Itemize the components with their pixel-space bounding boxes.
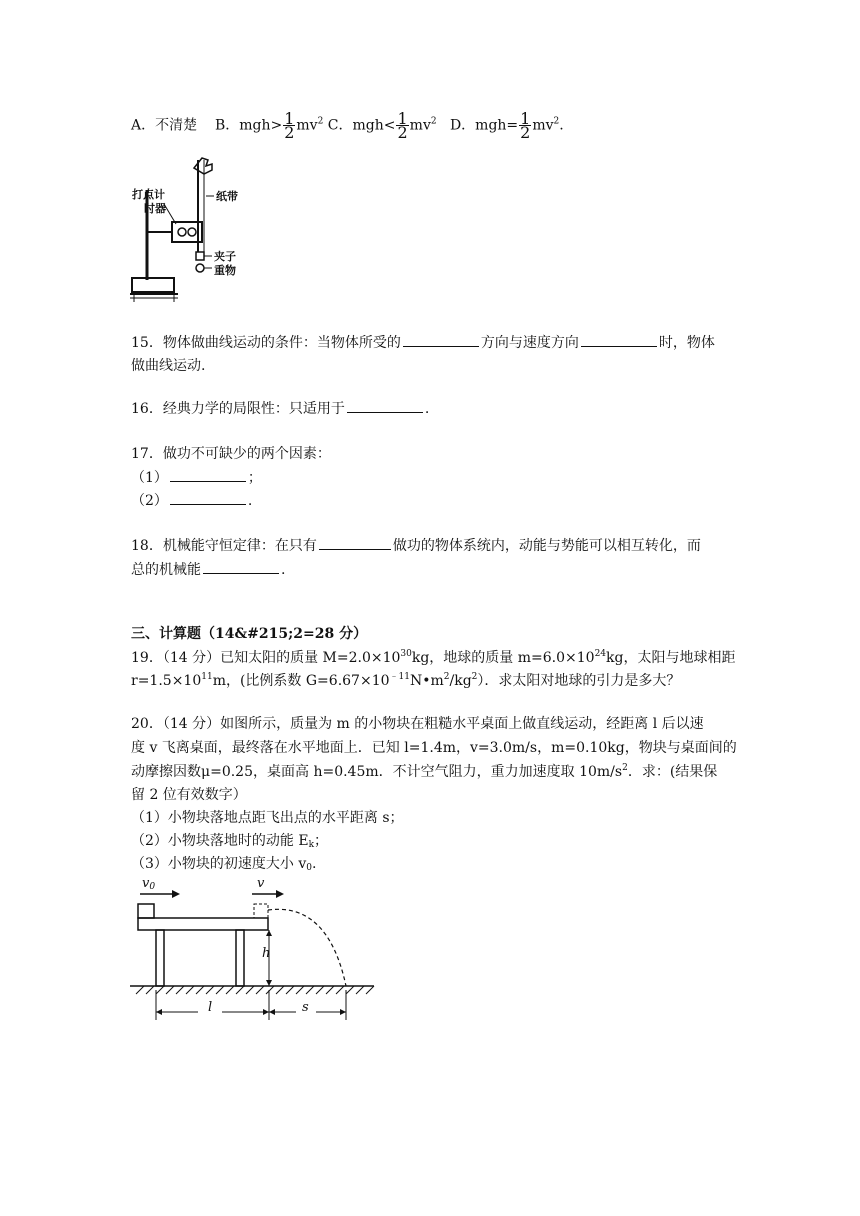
label-s: s — [302, 1000, 309, 1015]
q20-line2: 度 v 飞离桌面，最终落在水平地面上．已知 l=1.4m，v=3.0m/s，m=0.10kg，物块与桌面间的 — [131, 740, 737, 756]
label-weight: 重物 — [214, 264, 236, 277]
q17-item1: （1） ； — [131, 467, 262, 488]
label-clip: 夹子 — [214, 250, 236, 263]
q18-line2: 总的机械能 . — [131, 559, 285, 580]
blank — [581, 332, 657, 347]
section-heading: 三、计算题（14&#215;2=28 分） — [131, 626, 368, 642]
q20-sub3: （3）小物块的初速度大小 $v_0$. — [131, 856, 317, 873]
label-timer-line1: 打点计 — [132, 188, 165, 201]
free-fall-apparatus-figure — [128, 152, 248, 304]
blank — [170, 467, 246, 482]
label-h: h — [262, 946, 271, 961]
q20-sub1: （1）小物块落地点距飞出点的水平距离 s； — [131, 810, 404, 826]
option-c-prefix: C．mgh< — [327, 117, 396, 134]
q18-line1: 18．机械能守恒定律：在只有 做功的物体系统内，动能与势能可以相互转化，而 — [131, 535, 701, 556]
option-c-suffix: mv — [409, 117, 431, 134]
table-projectile-figure — [128, 874, 388, 1024]
blank — [203, 559, 279, 574]
q15-line2: 做曲线运动. — [131, 358, 206, 374]
q14-options: A．不清楚 B．mgh> $\frac{1}{2}$ $mv^2$ C．mgh< $\frac{1}{2}$ $mv^2$ D．mgh= $\frac{1}{2}$ $mv^2$. — [131, 109, 564, 142]
blank — [319, 535, 391, 550]
q16-line: 16．经典力学的局限性：只适用于 . — [131, 398, 429, 419]
q20-sub2: （2）小物块落地时的动能 $E_k$； — [131, 833, 329, 850]
q17-item2: （2） . — [131, 490, 252, 511]
q20-line3: 动摩擦因数μ=0.25，桌面高 h=0.45m．不计空气阻力，重力加速度取 $10m/s^2$．求：(结果保 — [131, 763, 718, 780]
blank — [347, 398, 423, 413]
fraction-half: $\frac{1}{2}$ — [520, 109, 531, 142]
label-l: l — [208, 1000, 213, 1015]
fraction-half: $\frac{1}{2}$ — [397, 109, 408, 142]
q20-line1: 20．（14 分）如图所示，质量为 m 的小物块在粗糙水平桌面上做直线运动，经距离 l 后以速 — [131, 716, 704, 732]
q15-line1: 15．物体做曲线运动的条件：当物体所受的 方向与速度方向 时，物体 — [131, 332, 715, 353]
option-a: A．不清楚 — [131, 117, 198, 134]
q19-line2: $r=1.5\times 10^{11}m$，(比例系数 $G=6.67\times 10^{﹣11}N•m^2/kg^2$）．求太阳对地球的引力是多大？ — [131, 672, 681, 689]
label-timer-line2: 时器 — [144, 202, 166, 215]
option-b-suffix: mv — [296, 117, 318, 134]
label-paper-tape: 纸带 — [216, 190, 238, 203]
blank — [170, 490, 246, 505]
blank — [403, 332, 479, 347]
option-d-suffix: mv — [532, 117, 554, 134]
q19-line1: 19．（14 分）已知太阳的质量 $M=2.0\times 10^{30}kg$，地球的质量 $m=6.0\times 10^{24}kg$，太阳与地球相距 — [131, 649, 736, 666]
label-v0: $v_0$ — [142, 876, 156, 892]
q20-line4: 留 2 位有效数字） — [131, 787, 247, 803]
label-v: v — [257, 876, 265, 891]
option-b-prefix: B．mgh> — [214, 117, 283, 134]
option-d-prefix: D．mgh= — [449, 117, 519, 134]
fraction-half: $\frac{1}{2}$ — [284, 109, 295, 142]
q17-title: 17．做功不可缺少的两个因素： — [131, 446, 331, 462]
